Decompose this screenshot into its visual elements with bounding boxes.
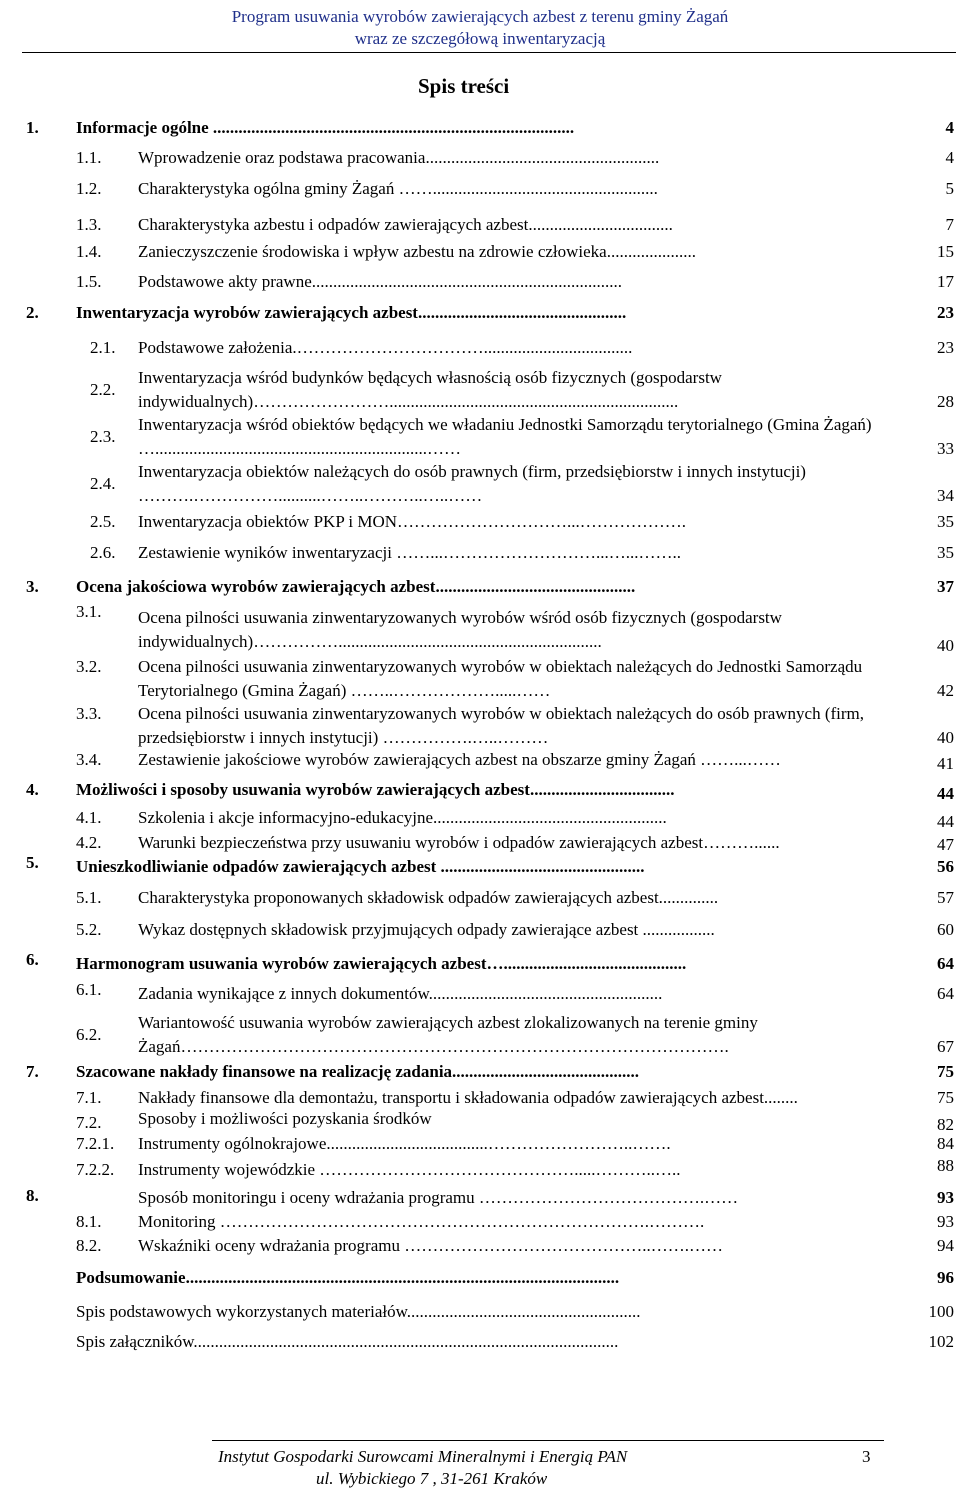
toc-entry-title: Ocena pilności usuwania zinwentaryzowanych wyrobów wśród osób fizycznych (gospodarstw indywidualnych)…………….............................................................. bbox=[138, 608, 782, 651]
toc-entry-title: Wykaz dostępnych składowisk przyjmujących odpady zawierające azbest ................. bbox=[138, 920, 715, 939]
toc-entry-page: 23 bbox=[937, 303, 954, 322]
toc-entry-title: Zadania wynikające z innych dokumentów....................................................... bbox=[138, 984, 663, 1003]
toc-entry-number: 7.2.1. bbox=[76, 1134, 115, 1153]
toc-entry[interactable] bbox=[0, 655, 960, 703]
toc-entry-title: Unieszkodliwianie odpadów zawierających azbest ................................................ bbox=[76, 857, 645, 876]
toc-entry-page: 40 bbox=[937, 636, 954, 655]
toc-entry-number: 6.1. bbox=[76, 980, 102, 999]
toc-entry[interactable] bbox=[0, 146, 960, 170]
footer-institute: Instytut Gospodarki Surowcami Mineralnymi i Energią PAN bbox=[218, 1447, 628, 1466]
toc-entry-title: Zestawienie wyników inwentaryzacji ……...………………………...…...…….. bbox=[138, 543, 681, 562]
toc-entry-title: Podstawowe założenia.……………………………................................... bbox=[138, 338, 633, 357]
toc-entry-title: Inwentaryzacja obiektów należących do osób prawnych (firm, przedsiębiorstw i innych instytucji) ……….……………..........……..………..…..…… bbox=[138, 462, 806, 505]
toc-entry-page: 93 bbox=[937, 1188, 954, 1207]
toc-entry-title: Warunki bezpieczeństwa przy usuwaniu wyrobów i odpadów zawierających azbest………...... bbox=[138, 833, 780, 852]
toc-entry[interactable] bbox=[0, 1011, 960, 1059]
toc-entry-title: Ocena pilności usuwania zinwentaryzowanych wyrobów w obiektach należących do osób prawnych (firm, przedsiębiorstw i innych instytucji) …………….…..……… bbox=[138, 704, 865, 747]
toc-entry-number: 1.3. bbox=[76, 215, 102, 234]
toc-entry[interactable] bbox=[0, 413, 960, 461]
toc-entry[interactable] bbox=[0, 336, 960, 360]
toc-entry-number: 1. bbox=[26, 118, 39, 137]
toc-entry-number: 1.2. bbox=[76, 179, 102, 198]
toc-entry-page: 84 bbox=[937, 1134, 954, 1153]
toc-entry-page: 7 bbox=[945, 215, 954, 234]
toc-entry-page: 57 bbox=[937, 888, 954, 907]
toc-entry-title: Ocena pilności usuwania zinwentaryzowanych wyrobów w obiektach należących do Jednostki Samorządu Terytorialnego (Gmina Żagań) ……..……………….....…… bbox=[138, 657, 863, 700]
toc-entry[interactable] bbox=[0, 1330, 960, 1354]
toc-entry-page: 34 bbox=[937, 486, 954, 505]
toc-entry-title: Zanieczyszczenie środowiska i wpływ azbestu na zdrowie człowieka..................... bbox=[138, 242, 696, 261]
toc-entry-number: 2.6. bbox=[90, 543, 116, 562]
toc-entry-title: Instrumenty wojewódzkie ……………………………………….....………..….. bbox=[138, 1160, 681, 1179]
page-number: 3 bbox=[862, 1447, 871, 1466]
toc-entry[interactable] bbox=[0, 301, 960, 325]
toc-entry-page: 40 bbox=[937, 728, 954, 747]
toc-entry[interactable] bbox=[0, 1300, 960, 1324]
toc-entry-title: Sposób monitoringu i oceny wdrażania programu ………………………………….…… bbox=[138, 1188, 739, 1207]
toc-entry-page: 17 bbox=[937, 272, 954, 291]
toc-entry-title: Sposoby i możliwości pozyskania środków bbox=[138, 1109, 432, 1128]
toc-entry-number: 1.5. bbox=[76, 272, 102, 291]
toc-entry-number: 8.1. bbox=[76, 1212, 102, 1231]
footer-address: ul. Wybickiego 7 , 31-261 Kraków bbox=[316, 1469, 548, 1488]
toc-entry-title: Inwentaryzacja wyrobów zawierających azbest................................................. bbox=[76, 303, 627, 322]
toc-entry-number: 3.1. bbox=[76, 602, 102, 621]
toc-entry-number: 3. bbox=[26, 577, 39, 596]
toc-entry-page: 75 bbox=[937, 1088, 954, 1107]
toc-entry-page: 56 bbox=[937, 857, 954, 876]
toc-entry-number: 5.2. bbox=[76, 920, 102, 939]
toc-entry-page: 15 bbox=[937, 242, 954, 261]
toc-entry-page: 100 bbox=[928, 1302, 954, 1321]
toc-entry-page: 35 bbox=[937, 543, 954, 562]
toc-entry-title: Nakłady finansowe dla demontażu, transportu i składowania odpadów zawierających azbest........ bbox=[138, 1088, 798, 1107]
toc-entry-number: 2.5. bbox=[90, 512, 116, 531]
toc-entry-title: Szacowane nakłady finansowe na realizację zadania............................................ bbox=[76, 1062, 640, 1081]
toc-entry-number: 5.1. bbox=[76, 888, 102, 907]
toc-entry[interactable] bbox=[0, 778, 960, 802]
toc-entry-number: 4.2. bbox=[76, 833, 102, 852]
document-header-subtitle: wraz ze szczegółową inwentaryzacją bbox=[354, 29, 606, 48]
toc-entry-page: 28 bbox=[937, 392, 954, 411]
toc-entry-number: 6.2. bbox=[76, 1025, 102, 1044]
toc-entry-number: 7.2. bbox=[76, 1113, 102, 1132]
toc-entry-title: Możliwości i sposoby usuwania wyrobów zawierających azbest.................................. bbox=[76, 780, 675, 799]
toc-entry-page: 42 bbox=[937, 681, 954, 700]
toc-entry-page: 82 bbox=[937, 1115, 954, 1134]
toc-entry-title: Inwentaryzacja obiektów PKP i MON…………………………...………………. bbox=[138, 512, 687, 531]
toc-entry-title: Szkolenia i akcje informacyjno-edukacyjne....................................................... bbox=[138, 808, 667, 827]
toc-entry-number: 5. bbox=[26, 853, 39, 872]
toc-entry-page: 33 bbox=[937, 439, 954, 458]
toc-entry[interactable] bbox=[0, 1060, 960, 1084]
toc-entry-title: Zestawienie jakościowe wyrobów zawierających azbest na obszarze gminy Żagań ……...…… bbox=[138, 750, 781, 769]
toc-entry-title: Charakterystyka proponowanych składowisk odpadów zawierających azbest.............. bbox=[138, 888, 719, 907]
toc-entry[interactable] bbox=[0, 1266, 960, 1290]
toc-entry[interactable] bbox=[0, 600, 960, 655]
toc-entry-title: Ocena jakościowa wyrobów zawierających azbest............................................... bbox=[76, 577, 636, 596]
toc-entry-page: 44 bbox=[937, 812, 954, 831]
toc-entry[interactable] bbox=[0, 982, 960, 1006]
toc-entry-number: 4. bbox=[26, 780, 39, 799]
toc-entry-title: Wariantowość usuwania wyrobów zawierających azbest zlokalizowanych na terenie gminy Żagań……………………………………………………………………………………. bbox=[138, 1013, 758, 1056]
toc-entry-number: 8. bbox=[26, 1186, 39, 1205]
toc-entry-number: 7.1. bbox=[76, 1088, 102, 1107]
toc-entry-page: 44 bbox=[937, 784, 954, 803]
toc-entry-page: 88 bbox=[937, 1156, 954, 1175]
toc-entry[interactable] bbox=[0, 1186, 960, 1210]
toc-entry[interactable] bbox=[0, 1107, 960, 1134]
toc-entry[interactable] bbox=[0, 366, 960, 414]
toc-entry-number: 2.3. bbox=[90, 427, 116, 446]
toc-entry[interactable] bbox=[0, 510, 960, 534]
toc-entry-title: Podsumowanie...................................................................................................... bbox=[76, 1268, 620, 1287]
toc-entry-number: 7. bbox=[26, 1062, 39, 1081]
toc-entry-page: 47 bbox=[937, 835, 954, 854]
toc-title: Spis treści bbox=[418, 74, 510, 98]
toc-entry[interactable] bbox=[0, 213, 960, 237]
toc-entry[interactable] bbox=[0, 541, 960, 565]
toc-entry-page: 94 bbox=[937, 1236, 954, 1255]
toc-entry[interactable] bbox=[0, 270, 960, 294]
toc-entry-number: 2.4. bbox=[90, 474, 116, 493]
document-header-title: Program usuwania wyrobów zawierających azbest z terenu gminy Żagań bbox=[231, 7, 729, 26]
toc-entry[interactable] bbox=[0, 886, 960, 910]
toc-entry-page: 64 bbox=[937, 984, 954, 1003]
toc-entry[interactable] bbox=[0, 748, 960, 772]
toc-entry[interactable] bbox=[0, 918, 960, 942]
toc-entry[interactable] bbox=[0, 575, 960, 599]
toc-entry-page: 102 bbox=[928, 1332, 954, 1351]
toc-entry-title: Inwentaryzacja wśród obiektów będących we władaniu Jednostki Samorządu terytorialnego (Gmina Żagań) …................................................................…… bbox=[138, 415, 872, 458]
toc-entry-page: 67 bbox=[937, 1037, 954, 1056]
toc-entry-title: Inwentaryzacja wśród budynków będących własnością osób fizycznych (gospodarstw indywidualnych)…………………….................................................................... bbox=[138, 368, 722, 411]
toc-entry[interactable] bbox=[0, 1158, 960, 1182]
toc-entry[interactable] bbox=[0, 952, 960, 976]
toc-entry-title: Spis załączników.................................................................................................... bbox=[76, 1332, 619, 1351]
toc-entry[interactable] bbox=[0, 1234, 960, 1258]
toc-entry[interactable] bbox=[0, 240, 960, 264]
toc-entry[interactable] bbox=[0, 1210, 960, 1234]
toc-entry-page: 60 bbox=[937, 920, 954, 939]
toc-entry-page: 4 bbox=[945, 148, 954, 167]
toc-entry-number: 3.4. bbox=[76, 750, 102, 769]
toc-entry-page: 41 bbox=[937, 754, 954, 773]
toc-entry[interactable] bbox=[0, 1132, 960, 1156]
toc-entry-title: Spis podstawowych wykorzystanych materiałów....................................................... bbox=[76, 1302, 641, 1321]
toc-entry-number: 4.1. bbox=[76, 808, 102, 827]
toc-entry-number: 1.4. bbox=[76, 242, 102, 261]
toc-entry-number: 8.2. bbox=[76, 1236, 102, 1255]
toc-entry-page: 4 bbox=[945, 118, 954, 137]
toc-entry-page: 96 bbox=[937, 1268, 954, 1287]
toc-entry-title: Wprowadzenie oraz podstawa pracowania....................................................... bbox=[138, 148, 660, 167]
toc-entry-title: Informacje ogólne ..................................................................................... bbox=[76, 118, 575, 137]
toc-entry[interactable] bbox=[0, 702, 960, 750]
toc-entry-number: 3.2. bbox=[76, 657, 102, 676]
toc-entry[interactable] bbox=[0, 855, 960, 879]
toc-entry-number: 2.1. bbox=[90, 338, 116, 357]
footer-divider bbox=[212, 1440, 884, 1441]
toc-entry-title: Wskaźniki oceny wdrażania programu ……………………………………..…….…… bbox=[138, 1236, 723, 1255]
header-divider bbox=[22, 52, 956, 53]
toc-entry[interactable] bbox=[0, 116, 960, 140]
toc-entry-number: 1.1. bbox=[76, 148, 102, 167]
toc-entry[interactable] bbox=[0, 831, 960, 855]
toc-entry-title: Instrumenty ogólnokrajowe......................................……………………..……. bbox=[138, 1134, 671, 1153]
toc-entry-title: Charakterystyka azbestu i odpadów zawierających azbest.................................. bbox=[138, 215, 673, 234]
toc-entry-page: 23 bbox=[937, 338, 954, 357]
toc-entry-title: Monitoring ………………………………………………………………….………. bbox=[138, 1212, 705, 1231]
toc-entry-page: 35 bbox=[937, 512, 954, 531]
toc-entry[interactable] bbox=[0, 460, 960, 508]
toc-entry-number: 6. bbox=[26, 950, 39, 969]
toc-entry-title: Podstawowe akty prawne......................................................................... bbox=[138, 272, 622, 291]
toc-entry-page: 37 bbox=[937, 577, 954, 596]
toc-entry-title: Harmonogram usuwania wyrobów zawierających azbest…........................................... bbox=[76, 954, 687, 973]
toc-entry-page: 93 bbox=[937, 1212, 954, 1231]
toc-entry-page: 75 bbox=[937, 1062, 954, 1081]
toc-entry-number: 7.2.2. bbox=[76, 1160, 115, 1179]
toc-entry-number: 2. bbox=[26, 303, 39, 322]
toc-entry-title: Charakterystyka ogólna gminy Żagań ……..................................................... bbox=[138, 179, 658, 198]
toc-entry-page: 5 bbox=[945, 179, 954, 198]
toc-entry-page: 64 bbox=[937, 954, 954, 973]
toc-entry-number: 3.3. bbox=[76, 704, 102, 723]
toc-entry-number: 2.2. bbox=[90, 380, 116, 399]
toc-entry[interactable] bbox=[0, 806, 960, 830]
toc-entry[interactable] bbox=[0, 177, 960, 201]
